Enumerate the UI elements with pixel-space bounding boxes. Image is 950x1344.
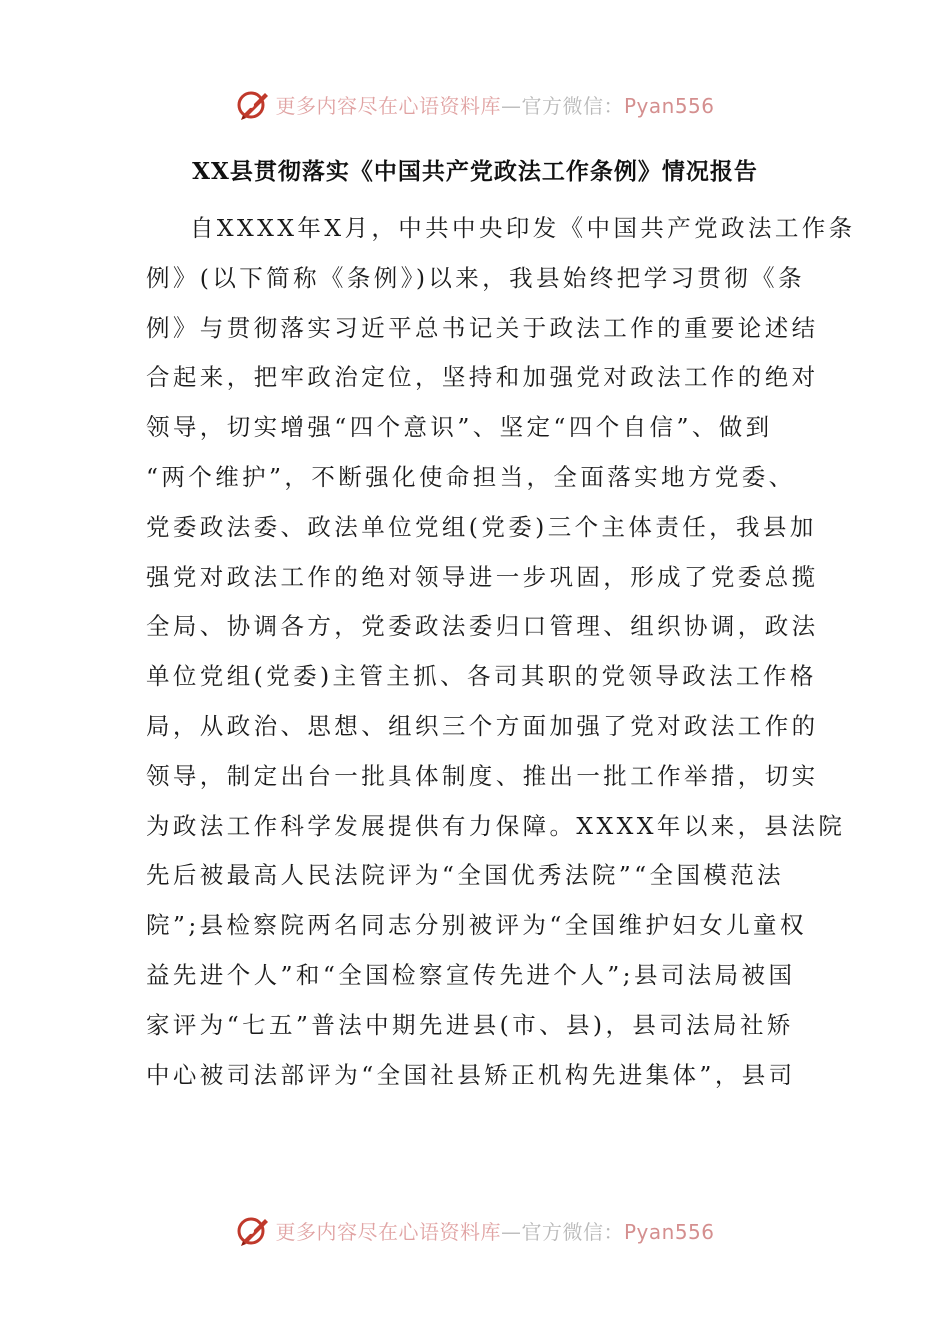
document-title: XX县贯彻落实《中国共产党政法工作条例》情况报告 (192, 158, 758, 185)
document-body (146, 204, 856, 1100)
watermark-account: Pyan556 (623, 1219, 715, 1244)
header-watermark (0, 84, 950, 124)
pen-logo-icon (235, 87, 271, 121)
body-line: 家评为“七五”普法中期先进县(市、县)，县司法局社矫 (146, 1010, 794, 1039)
body-line: 领导，切实增强“四个意识”、坚定“四个自信”、做到 (146, 413, 773, 442)
body-line: 例》(以下简称《条例》)以来，我县始终把学习贯彻《条 (146, 263, 805, 292)
body-line: 领导，制定出台一批具体制度、推出一批工作举措，切实 (146, 761, 819, 790)
watermark-site-text: 更多内容尽在心语资料库 (275, 93, 501, 118)
watermark-dash: — (500, 93, 522, 118)
watermark-label: 官方微信： (521, 93, 624, 118)
body-line: 单位党组(党委)主管主抓、各司其职的党领导政法工作格 (146, 662, 817, 691)
body-line: 合起来，把牢政治定位，坚持和加强党对政法工作的绝对 (146, 363, 819, 392)
body-line: 益先进个人”和“全国检察宣传先进个人”;县司法局被国 (146, 960, 796, 989)
body-line: 院”;县检察院两名同志分别被评为“全国维护妇女儿童权 (146, 911, 807, 940)
body-line: 为政法工作科学发展提供有力保障。XXXX年以来，县法院 (146, 811, 846, 840)
body-line: 局，从政治、思想、组织三个方面加强了党对政法工作的 (146, 711, 819, 740)
body-line: 全局、协调各方，党委政法委归口管理、组织协调，政法 (146, 612, 819, 641)
watermark-account: Pyan556 (623, 93, 715, 118)
body-line: 例》与贯彻落实习近平总书记关于政法工作的重要论述结 (146, 313, 819, 342)
watermark-label: 官方微信： (521, 1219, 624, 1244)
footer-watermark (0, 1210, 950, 1250)
watermark-dash: — (500, 1219, 522, 1244)
body-line: 党委政法委、政法单位党组(党委)三个主体责任，我县加 (146, 512, 817, 541)
watermark-text (275, 90, 714, 119)
body-line: 中心被司法部评为“全国社县矫正机构先进集体”，县司 (146, 1060, 796, 1089)
body-line: 强党对政法工作的绝对领导进一步巩固，形成了党委总揽 (146, 562, 819, 591)
watermark-text (275, 1216, 714, 1245)
body-line: 自XXXX年X月，中共中央印发《中国共产党政法工作条 (190, 214, 856, 242)
watermark-site-text: 更多内容尽在心语资料库 (275, 1219, 501, 1244)
body-line: “两个维护”，不断强化使命担当，全面落实地方党委、 (146, 462, 796, 491)
body-line: 先后被最高人民法院评为“全国优秀法院”“全国模范法 (146, 861, 785, 890)
pen-logo-icon (235, 1213, 271, 1247)
